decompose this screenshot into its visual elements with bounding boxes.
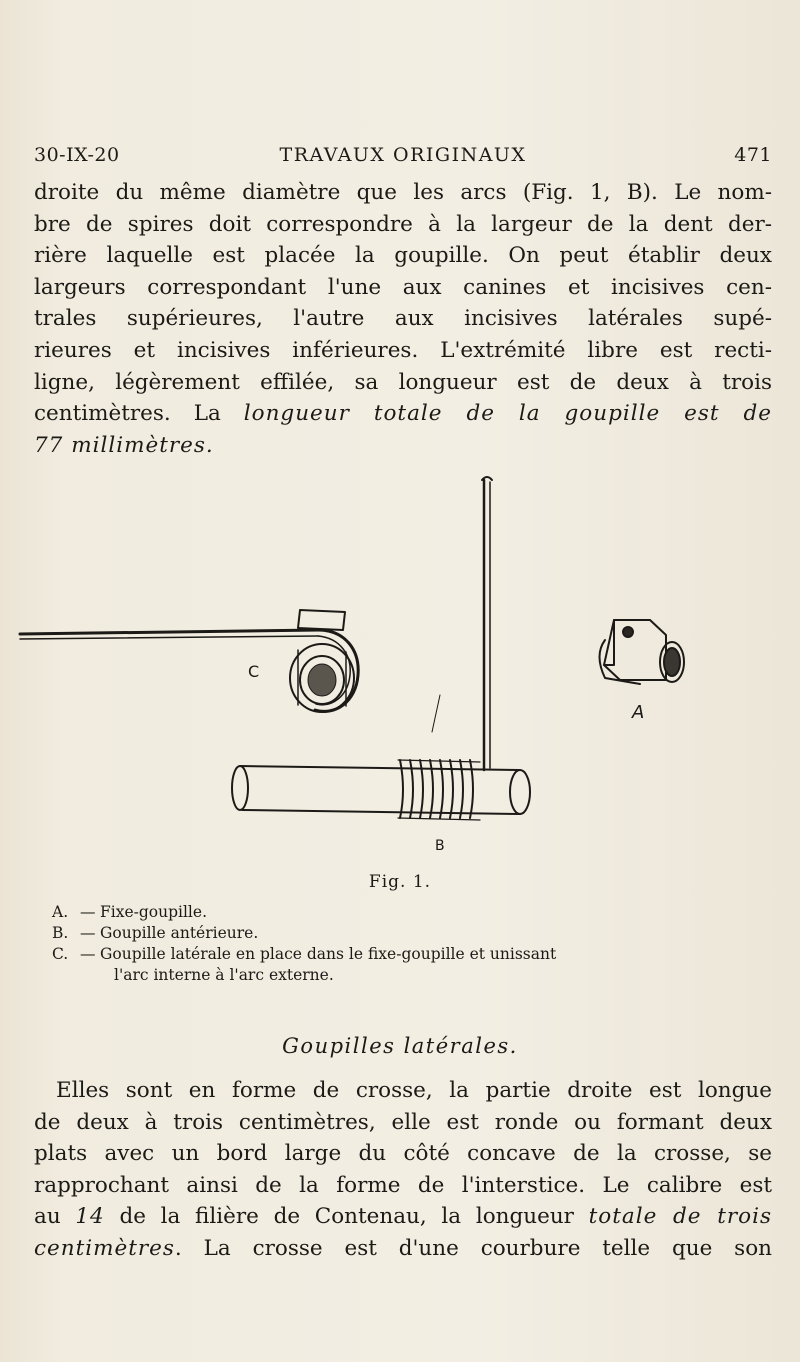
- legend-key: A.: [52, 903, 69, 921]
- legend-text: Goupille latérale en place dans le fixe-goupille et unissant: [100, 945, 557, 963]
- text-line: de deux à trois centimètres, elle est ronde ou formant deux: [34, 1109, 772, 1135]
- text-line: [34, 1201, 772, 1233]
- text-line: rière laquelle est placée la goupille. On peut établir deux: [34, 243, 772, 269]
- italic-run: centimètres: [34, 1235, 175, 1261]
- italic-run: longueur totale de la goupille est de: [243, 401, 772, 427]
- anterior-pin-drawing: [232, 477, 530, 820]
- legend-dash: —: [80, 945, 96, 963]
- text-line: rapprochant ainsi de la forme de l'interstice. Le calibre est: [34, 1172, 772, 1198]
- section-title: Goupilles latérales.: [282, 1034, 518, 1058]
- legend-continuation: l'arc interne à l'arc externe.: [114, 966, 334, 984]
- legend-key: C.: [52, 945, 69, 963]
- header-title: TRAVAUX ORIGINAUX: [279, 144, 527, 166]
- figure-illustration: [0, 470, 800, 870]
- text-line: 77 millimètres.: [34, 432, 214, 458]
- figure-label-c: C: [248, 662, 260, 681]
- text-line: ligne, légèrement effilée, sa longueur est de deux à trois: [34, 369, 772, 395]
- figure-1: [0, 470, 800, 870]
- pin-holder-drawing: [600, 620, 685, 684]
- legend-dash: —: [80, 903, 96, 921]
- page-number: 471: [734, 144, 772, 166]
- text-line: largeurs correspondant l'une aux canines et incisives cen-: [34, 274, 772, 300]
- italic-run: 14: [75, 1204, 105, 1230]
- figure-legend: [52, 902, 672, 986]
- text-line: [34, 398, 772, 430]
- text-line: rieures et incisives inférieures. L'extrémité libre est recti-: [34, 337, 772, 363]
- paragraph-2: [34, 1075, 772, 1265]
- figure-label-b: B: [435, 838, 445, 854]
- legend-row-b: [52, 923, 672, 944]
- text-run: . La crosse est d'une courbure telle que son: [174, 1235, 772, 1261]
- text-run: centimètres. La: [34, 401, 244, 427]
- lateral-pin-drawing: [20, 610, 358, 712]
- legend-text: Fixe-goupille.: [100, 903, 207, 921]
- text-line: plats avec un bord large du côté concave de la crosse, se: [34, 1141, 772, 1167]
- legend-dash: —: [80, 924, 96, 942]
- text-line: [34, 1233, 772, 1265]
- text-run: au: [34, 1204, 76, 1230]
- text-run: de la filière de Contenau, la longueur: [104, 1204, 589, 1230]
- paragraph-1: [34, 177, 772, 461]
- legend-key: B.: [52, 924, 69, 942]
- text-line: Elles sont en forme de crosse, la partie droite est longue: [56, 1078, 772, 1103]
- italic-run: totale de trois: [588, 1204, 772, 1230]
- figure-caption: Fig. 1.: [368, 872, 432, 892]
- legend-row-c: [52, 944, 672, 965]
- text-line: trales supérieures, l'autre aux incisives latérales supé-: [34, 306, 772, 332]
- text-line: droite du même diamètre que les arcs (Fig. 1, B). Le nom-: [34, 180, 772, 205]
- legend-text: Goupille antérieure.: [100, 924, 259, 942]
- text-line: bre de spires doit correspondre à la largeur de la dent der-: [34, 211, 772, 237]
- running-head: [34, 144, 772, 174]
- figure-label-a: A: [632, 702, 645, 723]
- legend-row-a: [52, 902, 672, 923]
- header-date: 30-IX-20: [34, 144, 120, 166]
